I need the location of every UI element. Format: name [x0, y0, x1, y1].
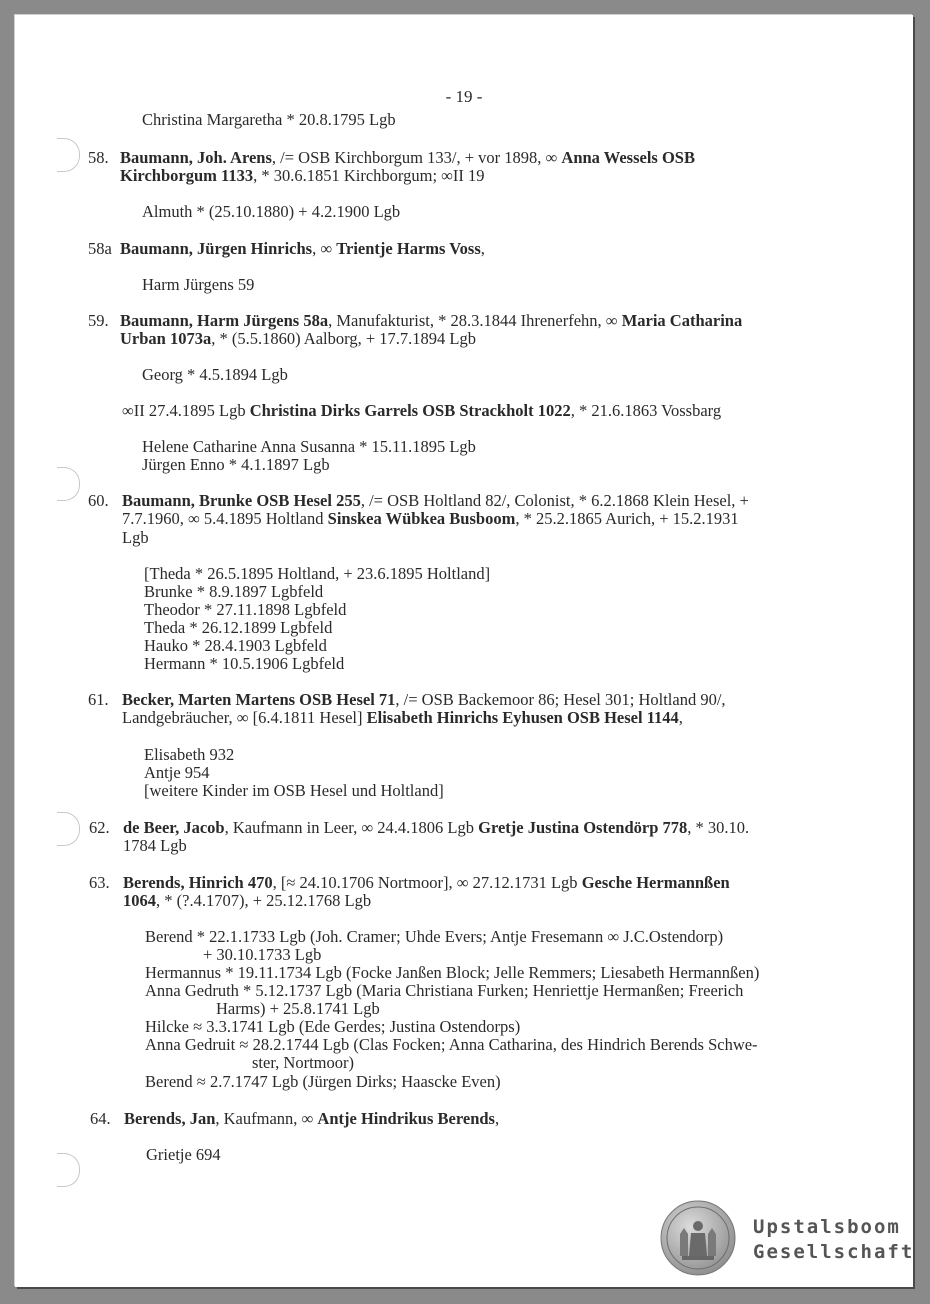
punch-hole: [57, 467, 80, 501]
entry-text: ,: [678, 708, 683, 727]
person-name: Baumann, Joh. Arens: [120, 148, 272, 167]
entry-text: , * 21.6.1863 Vossbarg: [570, 401, 722, 420]
spouse-name: Maria Catharina: [621, 311, 743, 330]
person-name: Baumann, Brunke OSB Hesel 255: [122, 491, 361, 510]
spouse-name: Trientje Harms Voss: [336, 239, 481, 258]
entry-number: 62.: [89, 818, 110, 837]
spouse-name: Gretje Justina Ostendörp 778: [478, 818, 688, 837]
child-entry: Elisabeth 932: [144, 745, 235, 764]
child-entry: Harms) + 25.8.1741 Lgb: [216, 999, 380, 1018]
document-page: [15, 15, 913, 1287]
entry-text: ∞II 27.4.1895 Lgb: [122, 401, 246, 420]
entry-line: [120, 239, 485, 258]
child-entry: Harm Jürgens 59: [142, 275, 255, 294]
entry-text: Landgebräucher, ∞ [6.4.1811 Hesel]: [122, 708, 363, 727]
child-entry: Brunke * 8.9.1897 Lgbfeld: [144, 582, 324, 601]
punch-hole: [57, 1153, 80, 1187]
entry-text: , * 30.10.: [687, 818, 750, 837]
entry-text: , * 30.6.1851 Kirchborgum; ∞II 19: [253, 166, 485, 185]
entry-number: 58.: [88, 148, 109, 167]
punch-hole: [57, 138, 80, 172]
spouse-name: 1064: [123, 891, 156, 910]
child-entry: Theodor * 27.11.1898 Lgbfeld: [144, 600, 347, 619]
person-name: Berends, Hinrich 470: [123, 873, 273, 892]
entry-number: 60.: [88, 491, 109, 510]
entry-line: [122, 690, 726, 709]
person-name: Becker, Marten Martens OSB Hesel 71: [122, 690, 396, 709]
entry-line: [122, 708, 683, 727]
child-entry: Hermannus * 19.11.1734 Lgb (Focke Janßen Block; Jelle Remmers; Liesabeth Hermannßen): [145, 963, 760, 982]
person-name: Baumann, Harm Jürgens 58a: [120, 311, 329, 330]
spouse-name: Anna Wessels OSB: [561, 148, 695, 167]
entry-text: , * (?.4.1707), + 25.12.1768 Lgb: [156, 891, 372, 910]
spouse-name: Gesche Hermannßen: [581, 873, 730, 892]
entry-line: [120, 166, 485, 185]
entry-text: , Manufakturist, * 28.3.1844 Ihrenerfehn, ∞: [328, 311, 618, 330]
child-entry: Christina Margaretha * 20.8.1795 Lgb: [142, 110, 396, 129]
entry-text: ,: [480, 239, 485, 258]
entry-text: ,: [494, 1109, 500, 1128]
entry-line: [120, 311, 742, 330]
person-name: Baumann, Jürgen Hinrichs: [120, 239, 313, 258]
entry-number: 63.: [89, 873, 110, 892]
child-entry: Jürgen Enno * 4.1.1897 Lgb: [142, 455, 330, 474]
child-entry: Helene Catharine Anna Susanna * 15.11.1895 Lgb: [142, 437, 476, 456]
entry-number: 61.: [88, 690, 109, 709]
child-entry: Hermann * 10.5.1906 Lgbfeld: [144, 654, 345, 673]
child-entry: Grietje 694: [146, 1145, 221, 1164]
entry-text: , [≈ 24.10.1706 Nortmoor], ∞ 27.12.1731 Lgb: [272, 873, 578, 892]
entry-line: [120, 329, 476, 348]
child-entry: Anna Gedruth * 5.12.1737 Lgb (Maria Christiana Furken; Henriettje Hermanßen; Freerich: [145, 981, 744, 1000]
entry-number: 59.: [88, 311, 109, 330]
child-entry: Georg * 4.5.1894 Lgb: [142, 365, 288, 384]
entry-text: , Kaufmann in Leer, ∞ 24.4.1806 Lgb: [224, 818, 474, 837]
entry-line: [123, 891, 371, 910]
child-entry: + 30.10.1733 Lgb: [203, 945, 322, 964]
entry-text: , Kaufmann, ∞: [215, 1109, 314, 1128]
logo-text-line1: Upstalsboom: [753, 1216, 901, 1238]
entry-line: [123, 873, 730, 892]
child-entry: [weitere Kinder im OSB Hesel und Holtland]: [144, 781, 444, 800]
logo-text-line2: Gesellschaft: [753, 1241, 915, 1263]
entry-line: [122, 509, 739, 528]
spouse-name: Elisabeth Hinrichs Eyhusen OSB Hesel 1144: [366, 708, 679, 727]
entry-text: , /= OSB Backemoor 86; Hesel 301; Holtland 90/,: [395, 690, 726, 709]
entry-text: Lgb: [122, 528, 149, 547]
entry-text: 1784 Lgb: [123, 836, 187, 855]
child-entry: Berend ≈ 2.7.1747 Lgb (Jürgen Dirks; Haascke Even): [145, 1072, 501, 1091]
entry-line: [122, 491, 749, 510]
child-entry: Hilcke ≈ 3.3.1741 Lgb (Ede Gerdes; Justina Ostendorps): [145, 1017, 521, 1036]
child-entry: Berend * 22.1.1733 Lgb (Joh. Cramer; Uhde Evers; Antje Fresemann ∞ J.C.Ostendorp): [145, 927, 724, 946]
person-name: de Beer, Jacob: [123, 818, 225, 837]
spouse-name: Urban 1073a: [120, 329, 212, 348]
entry-text: , * 25.2.1865 Aurich, + 15.2.1931: [515, 509, 739, 528]
spouse-name: Sinskea Wübkea Busboom: [327, 509, 516, 528]
entry-text: , * (5.5.1860) Aalborg, + 17.7.1894 Lgb: [211, 329, 476, 348]
child-entry: Hauko * 28.4.1903 Lgbfeld: [144, 636, 327, 655]
child-entry: Theda * 26.12.1899 Lgbfeld: [144, 618, 333, 637]
entry-text: 7.7.1960, ∞ 5.4.1895 Holtland: [122, 509, 324, 528]
entry-text: , ∞: [312, 239, 333, 258]
punch-hole: [57, 812, 80, 846]
child-entry: Almuth * (25.10.1880) + 4.2.1900 Lgb: [142, 202, 401, 221]
entry-line: [123, 818, 749, 837]
child-entry: Anna Gedruit ≈ 28.2.1744 Lgb (Clas Focken; Anna Catharina, des Hindrich Berends Schwe-: [145, 1035, 758, 1054]
page-number: - 19 -: [445, 87, 483, 106]
entry-text: , /= OSB Holtland 82/, Colonist, * 6.2.1868 Klein Hesel, +: [360, 491, 749, 510]
child-entry: Antje 954: [144, 763, 210, 782]
spouse-name: Christina Dirks Garrels OSB Strackholt 1022: [249, 401, 571, 420]
person-name: Berends, Jan: [124, 1109, 216, 1128]
child-entry: [Theda * 26.5.1895 Holtland, + 23.6.1895 Holtland]: [144, 564, 491, 583]
entry-number: 64.: [90, 1109, 111, 1128]
entry-text: , /= OSB Kirchborgum 133/, + vor 1898, ∞: [271, 148, 558, 167]
entry-line: [122, 401, 721, 420]
child-entry: ster, Nortmoor): [252, 1053, 354, 1072]
spouse-name: Kirchborgum 1133: [120, 166, 254, 185]
entry-line: [124, 1109, 499, 1128]
seal-logo-icon: [660, 1200, 736, 1276]
spouse-name: Antje Hindrikus Berends: [317, 1109, 495, 1128]
entry-line: [120, 148, 695, 167]
entry-number: 58a: [88, 239, 112, 258]
